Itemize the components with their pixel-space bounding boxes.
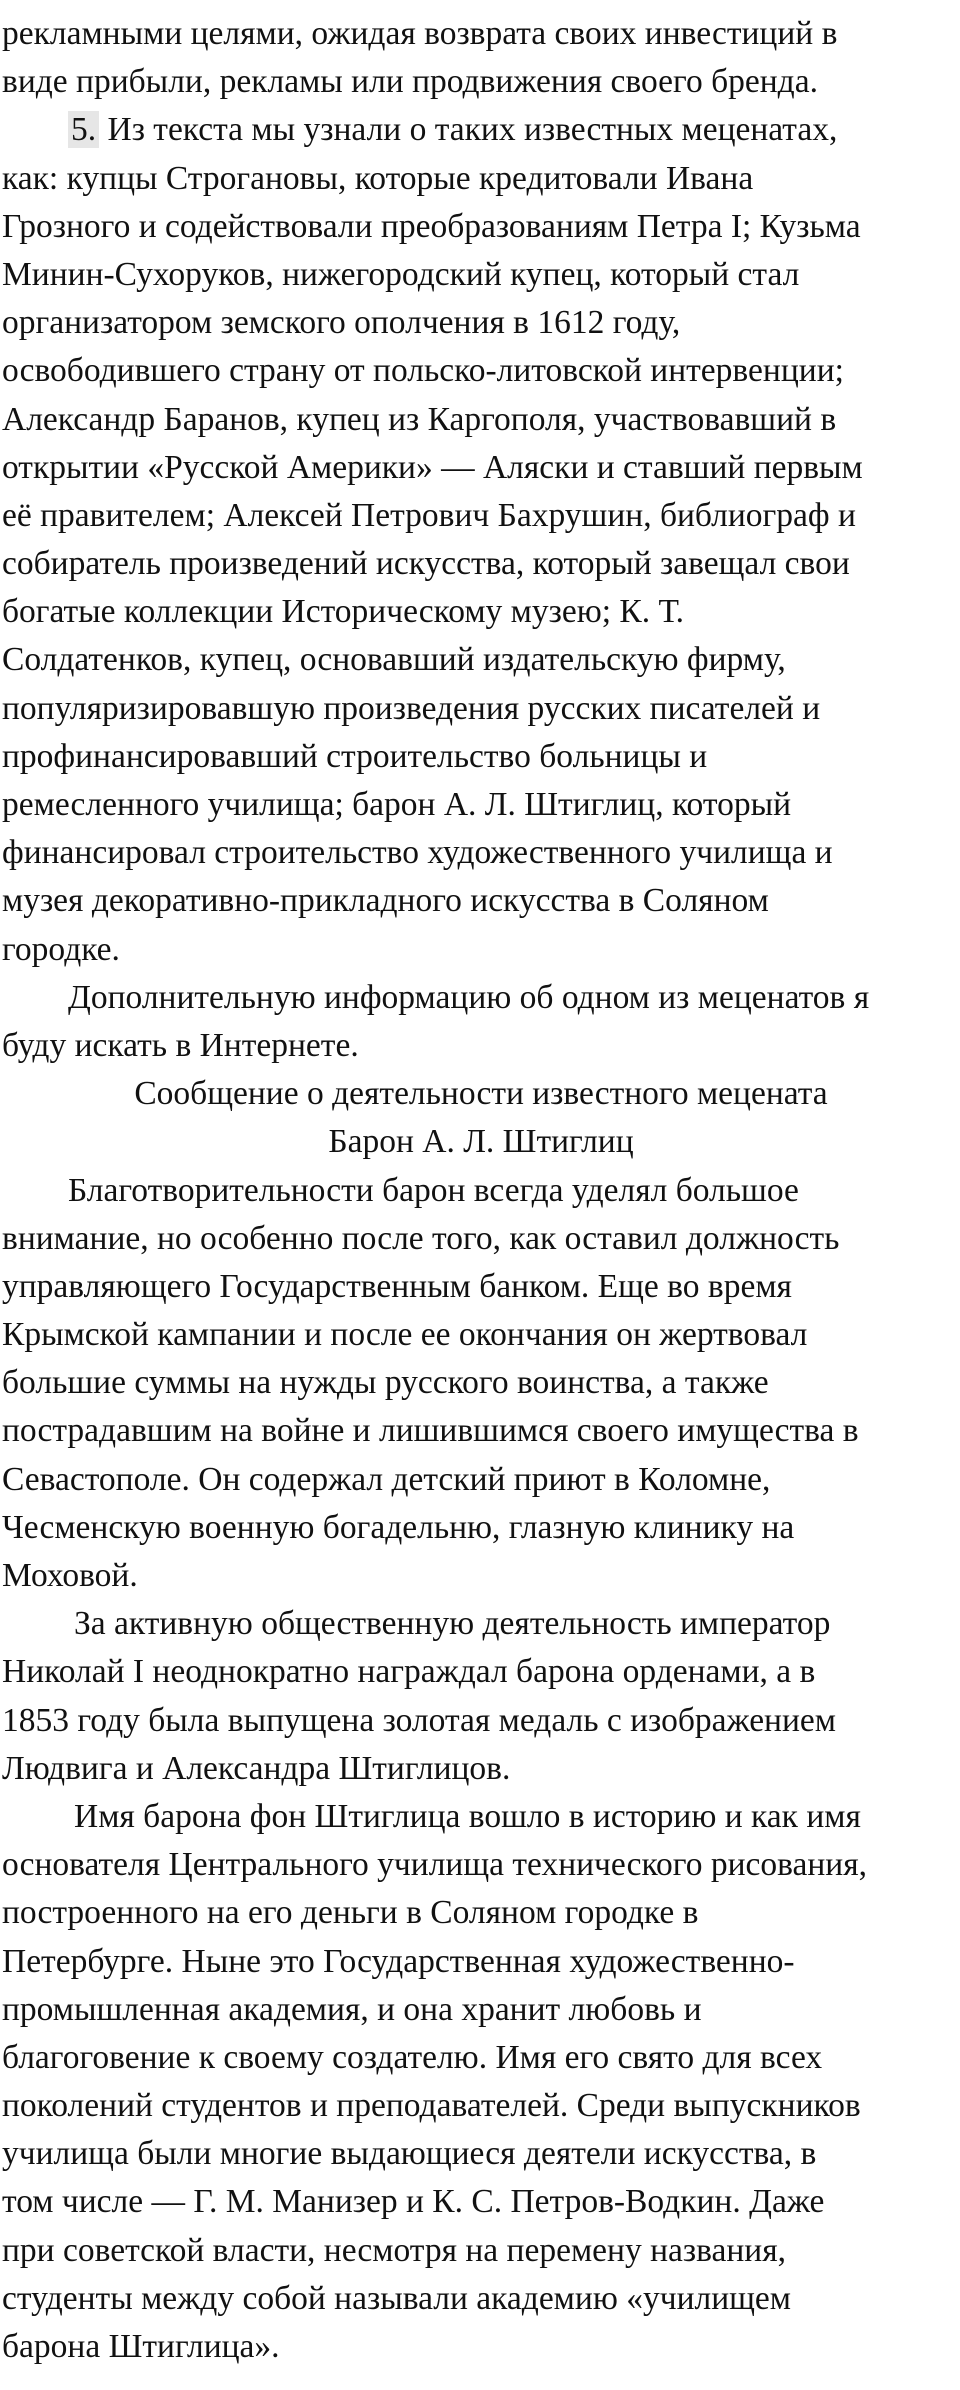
text-line: Имя барона фон Штиглица вошло в историю и как имя <box>74 1797 861 1835</box>
text-line: построенного на его деньги в Соляном городке в <box>2 1894 699 1932</box>
text-line: поколений студентов и преподавателей. Среди выпускников <box>2 2087 861 2125</box>
item-number: 5. <box>68 111 99 148</box>
item-5-paragraph <box>2 106 960 973</box>
text-line: промышленная академия, и она хранит любовь и <box>2 1990 702 2028</box>
report-heading <box>2 1070 960 1166</box>
text-line: Благотворительности барон всегда уделял большое <box>68 1171 799 1209</box>
text-line: финансировал строительство художественного училища и <box>2 834 833 872</box>
report-title: Сообщение о деятельности известного мецената <box>134 1075 828 1113</box>
text-line: Дополнительную информацию об одном из меценатов я <box>68 978 870 1016</box>
text-line: ремесленного училища; барон А. Л. Штиглиц, который <box>2 786 792 823</box>
text-line: её правителем; Алексей Петрович Бахрушин, библиограф и <box>2 496 856 534</box>
text-line: Людвига и Александра Штиглицов. <box>2 1749 511 1787</box>
text-line: музея декоративно-прикладного искусства в Соляном <box>2 882 769 920</box>
text-line: Александр Баранов, купец из Каргополя, участвовавший в <box>2 400 837 438</box>
text-line: студенты между собой называли академию «училищем <box>2 2279 792 2317</box>
text-line: внимание, но особенно после того, как оставил должность <box>2 1219 840 1257</box>
text-line: Петербурге. Ныне это Государственная художественно- <box>2 1942 795 1980</box>
text-line: открытии «Русской Америки» — Аляски и ставший первым <box>2 448 863 486</box>
text-line: собиратель произведений искусства, который завещал свои <box>2 545 850 583</box>
text-line: большие суммы на нужды русского воинства, а также <box>2 1364 769 1402</box>
text-line: Крымской кампании и после ее окончания он жертвовал <box>2 1316 808 1354</box>
text-line <box>2 106 960 154</box>
paragraph-awards <box>2 1600 960 1793</box>
text-line: основателя Центрального училища технического рисования, <box>2 1846 868 1884</box>
text-line: барона Штиглица». <box>2 2328 280 2365</box>
text-line: том числе — Г. М. Манизер и К. С. Петров-Водкин. Даже <box>2 2183 825 2221</box>
text-line: Грозного и содействовали преобразованиям Петра I; Кузьма <box>2 207 861 245</box>
text-line: 1853 году была выпущена золотая медаль с изображением <box>2 1701 836 1739</box>
intro-paragraph <box>2 10 960 106</box>
text-line: при советской власти, несмотря на перемену названия, <box>2 2231 786 2269</box>
report-subtitle: Барон А. Л. Штиглиц <box>328 1123 634 1161</box>
text-fragment: Из текста мы узнали о таких известных меценатах, <box>99 111 838 149</box>
text-line: буду искать в Интернете. <box>2 1026 359 1064</box>
text-line: освободившего страну от польско-литовской интервенции; <box>2 352 844 390</box>
text-line: Чесменскую военную богадельню, глазную клинику на <box>2 1508 795 1546</box>
text-line: как: купцы Строгановы, которые кредитовали Ивана <box>2 159 754 197</box>
text-line: виде прибыли, рекламы или продвижения своего бренда. <box>2 63 818 101</box>
text-line: Моховой. <box>2 1557 138 1594</box>
text-line: пострадавшим на войне и лишившимся своего имущества в <box>2 1412 859 1450</box>
text-line: популяризировавшую произведения русских писателей и <box>2 689 821 727</box>
extra-info-paragraph <box>2 974 960 1070</box>
text-line: Николай I неоднократно награждал барона орденами, а в <box>2 1653 816 1691</box>
text-line: Минин-Сухоруков, нижегородский купец, который стал <box>2 255 800 293</box>
text-line: За активную общественную деятельность император <box>74 1605 831 1643</box>
text-line: благоговение к своему создателю. Имя его свято для всех <box>2 2038 823 2076</box>
text-line: городке. <box>2 930 120 968</box>
text-line: профинансировавший строительство больницы и <box>2 737 708 775</box>
paragraph-legacy <box>2 1793 960 2371</box>
text-line: Солдатенков, купец, основавший издательскую фирму, <box>2 641 786 679</box>
text-line: организатором земского ополчения в 1612 году, <box>2 304 681 342</box>
text-line: управляющего Государственным банком. Еще во время <box>2 1267 792 1305</box>
text-line: училища были многие выдающиеся деятели искусства, в <box>2 2135 817 2173</box>
text-line: Севастополе. Он содержал детский приют в Коломне, <box>2 1460 771 1498</box>
text-line: богатые коллекции Историческому музею; К. Т. <box>2 593 685 631</box>
text-line: рекламными целями, ожидая возврата своих инвестиций в <box>2 15 838 52</box>
paragraph-charity <box>2 1167 960 1601</box>
